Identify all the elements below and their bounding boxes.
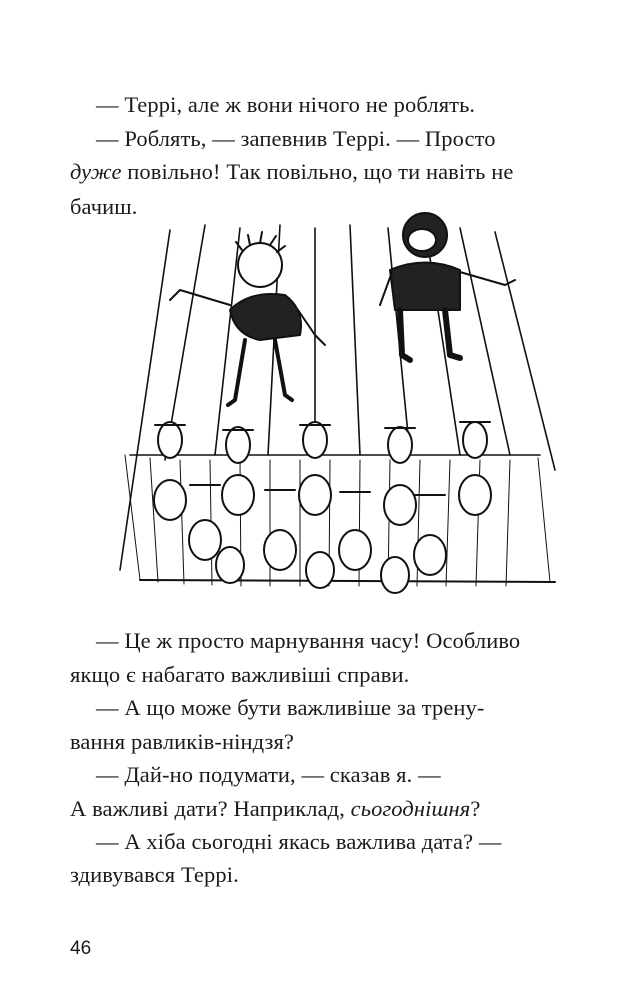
snail-group (154, 422, 491, 593)
page-number: 46 (70, 938, 92, 959)
floor-planks (120, 225, 555, 570)
floor-ledge (125, 455, 555, 586)
emphasis-text: сьогоднішня (350, 796, 471, 821)
text-line: вання равликів-ніндзя? (70, 729, 294, 754)
text-line: — Роблять, — запевнив Террі. — Просто (96, 126, 496, 151)
text-line: — А що може бути важливіше за трену- (96, 695, 485, 720)
text-line: якщо є набагато важливіші справи. (70, 662, 410, 687)
text-span: А важливі дати? Наприклад, (70, 796, 351, 821)
text-line (70, 161, 514, 184)
illustration-snail-ninja-training (110, 210, 565, 610)
text-line: — Террі, але ж вони нічого не роблять. (96, 92, 476, 117)
text-line: — Це ж просто марнування часу! Особливо (96, 628, 521, 653)
text-line: — А хіба сьогодні якась важлива дата? — (96, 829, 502, 854)
text-span: ? (470, 796, 481, 821)
boy-figure (170, 232, 325, 405)
ninja-figure (380, 213, 515, 360)
text-line: бачиш. (70, 194, 138, 219)
text-line: — Дай-но подумати, — сказав я. — (96, 762, 441, 787)
text-span: повільно! Так повільно, що ти навіть не (121, 159, 514, 184)
text-line: здивувався Террі. (70, 862, 239, 887)
emphasis-text: дуже (70, 159, 122, 184)
text-line (70, 798, 480, 821)
